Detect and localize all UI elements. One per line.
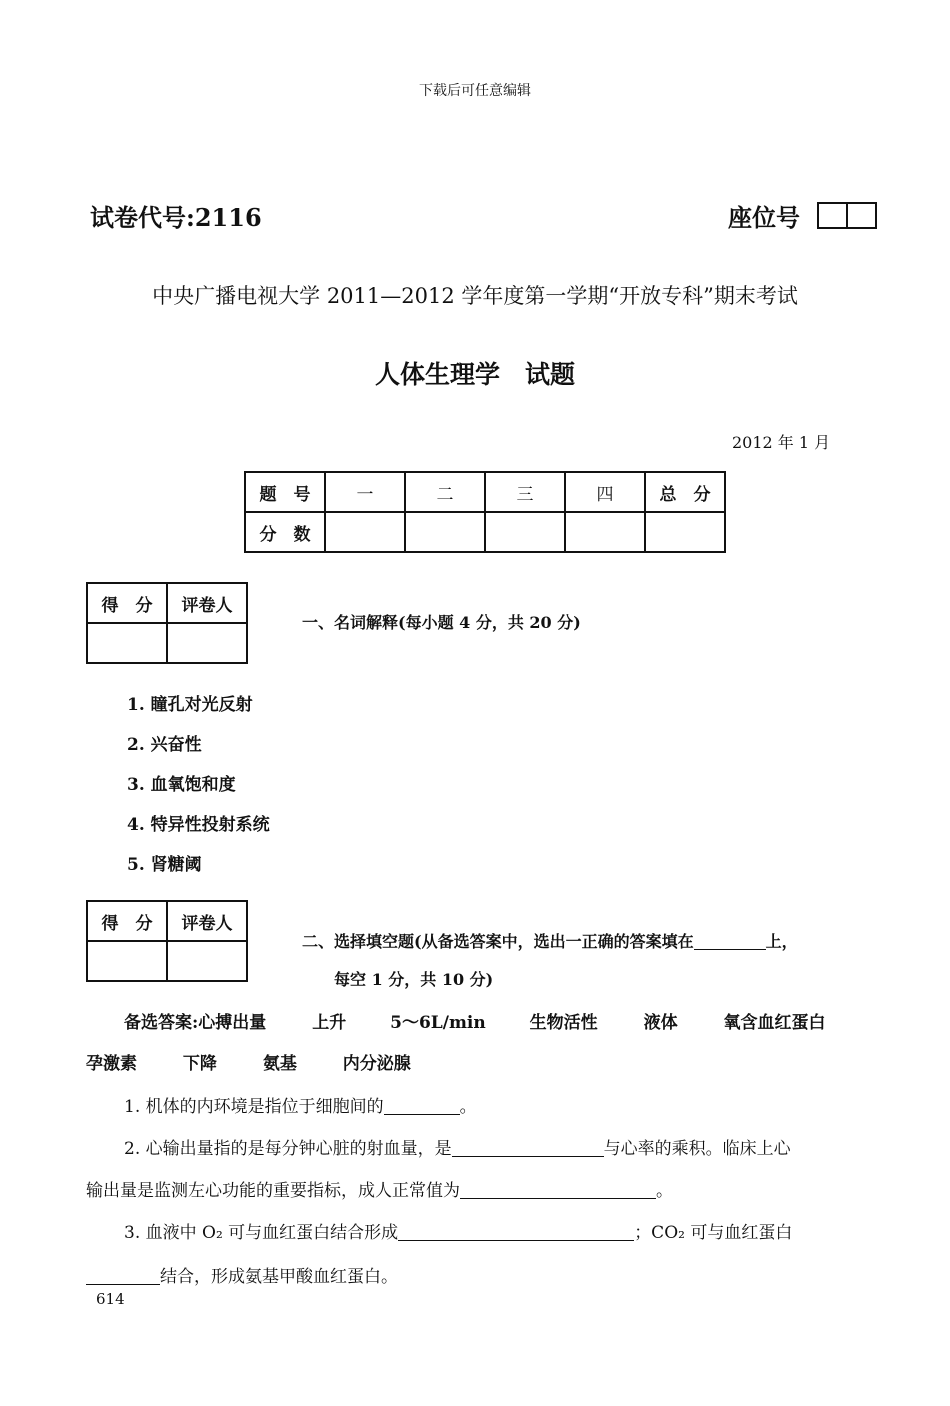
term-item: 1. 瞳孔对光反射 <box>127 695 253 715</box>
score-label: 得 分 <box>87 583 167 623</box>
question-2 <box>124 1134 791 1159</box>
answer-option: 氨基 <box>262 1054 297 1074</box>
score-cell <box>87 623 167 663</box>
section2-heading-text: 二、选择填空题(从备选答案中，选出一正确的答案填在 <box>302 932 694 951</box>
section2-heading-line2: 每空 1 分，共 10 分) <box>334 970 494 989</box>
score-cell <box>325 512 405 552</box>
section2-heading <box>302 929 798 952</box>
grader-label: 评卷人 <box>167 901 247 941</box>
score-table-header-cell: 二 <box>405 472 485 512</box>
grader-label: 评卷人 <box>167 583 247 623</box>
answer-options-row <box>86 1049 411 1074</box>
question-text: 结合，形成氨基甲酸血红蛋白。 <box>160 1267 398 1287</box>
score-table <box>244 471 726 553</box>
score-label: 得 分 <box>87 901 167 941</box>
subject-title: 人体生理学 试题 <box>374 360 575 389</box>
question-text: 输出量是监测左心功能的重要指标，成人正常值为 <box>86 1181 460 1201</box>
answer-option: 孕激素 <box>86 1054 137 1074</box>
score-table-header-cell: 总 分 <box>645 472 725 512</box>
term-item: 4. 特异性投射系统 <box>127 815 270 835</box>
heading-blank <box>694 933 766 950</box>
score-table-header-row <box>245 472 725 512</box>
question-text: 与心率的乘积。临床上心 <box>603 1139 791 1159</box>
answer-option: 下降 <box>182 1054 217 1074</box>
question-text: ；CO₂ 可与血红蛋白 <box>634 1223 793 1243</box>
answer-option: 液体 <box>643 1013 678 1033</box>
answer-blank <box>452 1139 604 1157</box>
score-cell <box>645 512 725 552</box>
score-cell <box>485 512 565 552</box>
term-item: 5. 肾糖阈 <box>127 855 202 875</box>
question-2-continued <box>86 1176 673 1201</box>
score-cell <box>87 941 167 981</box>
options-label: 备选答案: <box>124 1013 199 1033</box>
answer-options-row <box>124 1008 826 1033</box>
score-cell <box>565 512 645 552</box>
grader-cell <box>167 623 247 663</box>
seat-label: 座位号 <box>728 203 800 232</box>
answer-option: 心搏出量 <box>198 1013 267 1033</box>
question-text: 。 <box>459 1097 477 1117</box>
answer-blank <box>384 1097 460 1115</box>
answer-option: 生物活性 <box>529 1013 598 1033</box>
page-number: 614 <box>96 1290 125 1308</box>
question-3 <box>124 1218 792 1243</box>
question-text: 3. 血液中 O₂ 可与血红蛋白结合形成 <box>124 1223 399 1243</box>
header-note: 下载后可任意编辑 <box>419 83 531 99</box>
score-table-score-row <box>245 512 725 552</box>
exam-title: 中央广播电视大学 2011—2012 学年度第一学期“开放专科”期末考试 <box>152 284 798 308</box>
question-1 <box>124 1092 477 1117</box>
question-text: 。 <box>656 1181 673 1201</box>
section1-heading: 一、名词解释(每小题 4 分，共 20 分) <box>302 613 581 632</box>
seat-box <box>819 204 848 227</box>
score-table-header-cell: 题 号 <box>245 472 325 512</box>
grader-cell <box>167 941 247 981</box>
paper-code: 试卷代号:2116 <box>90 203 262 232</box>
answer-blank <box>398 1223 634 1241</box>
score-cell <box>405 512 485 552</box>
answer-blank <box>86 1267 160 1285</box>
question-text: 1. 机体的内环境是指位于细胞间的 <box>124 1097 384 1117</box>
section2-heading-text: 上， <box>765 932 798 951</box>
grader-box <box>86 582 248 664</box>
exam-date: 2012 年 1 月 <box>732 433 831 452</box>
grader-box <box>86 900 248 982</box>
question-text: 2. 心输出量指的是每分钟心脏的射血量，是 <box>124 1139 452 1159</box>
score-table-header-cell: 一 <box>325 472 405 512</box>
seat-box <box>848 204 875 227</box>
answer-option: 5～6L/min <box>390 1013 486 1033</box>
score-table-header-cell: 四 <box>565 472 645 512</box>
score-table-row-label: 分 数 <box>245 512 325 552</box>
term-item: 3. 血氧饱和度 <box>127 775 236 795</box>
answer-option: 上升 <box>312 1013 347 1033</box>
answer-option: 氧含血红蛋白 <box>723 1013 826 1033</box>
term-item: 2. 兴奋性 <box>127 735 202 755</box>
answer-option: 内分泌腺 <box>342 1054 411 1074</box>
answer-blank <box>460 1181 656 1199</box>
seat-number-boxes <box>817 202 877 229</box>
score-table-header-cell: 三 <box>485 472 565 512</box>
question-3-continued <box>86 1262 398 1287</box>
